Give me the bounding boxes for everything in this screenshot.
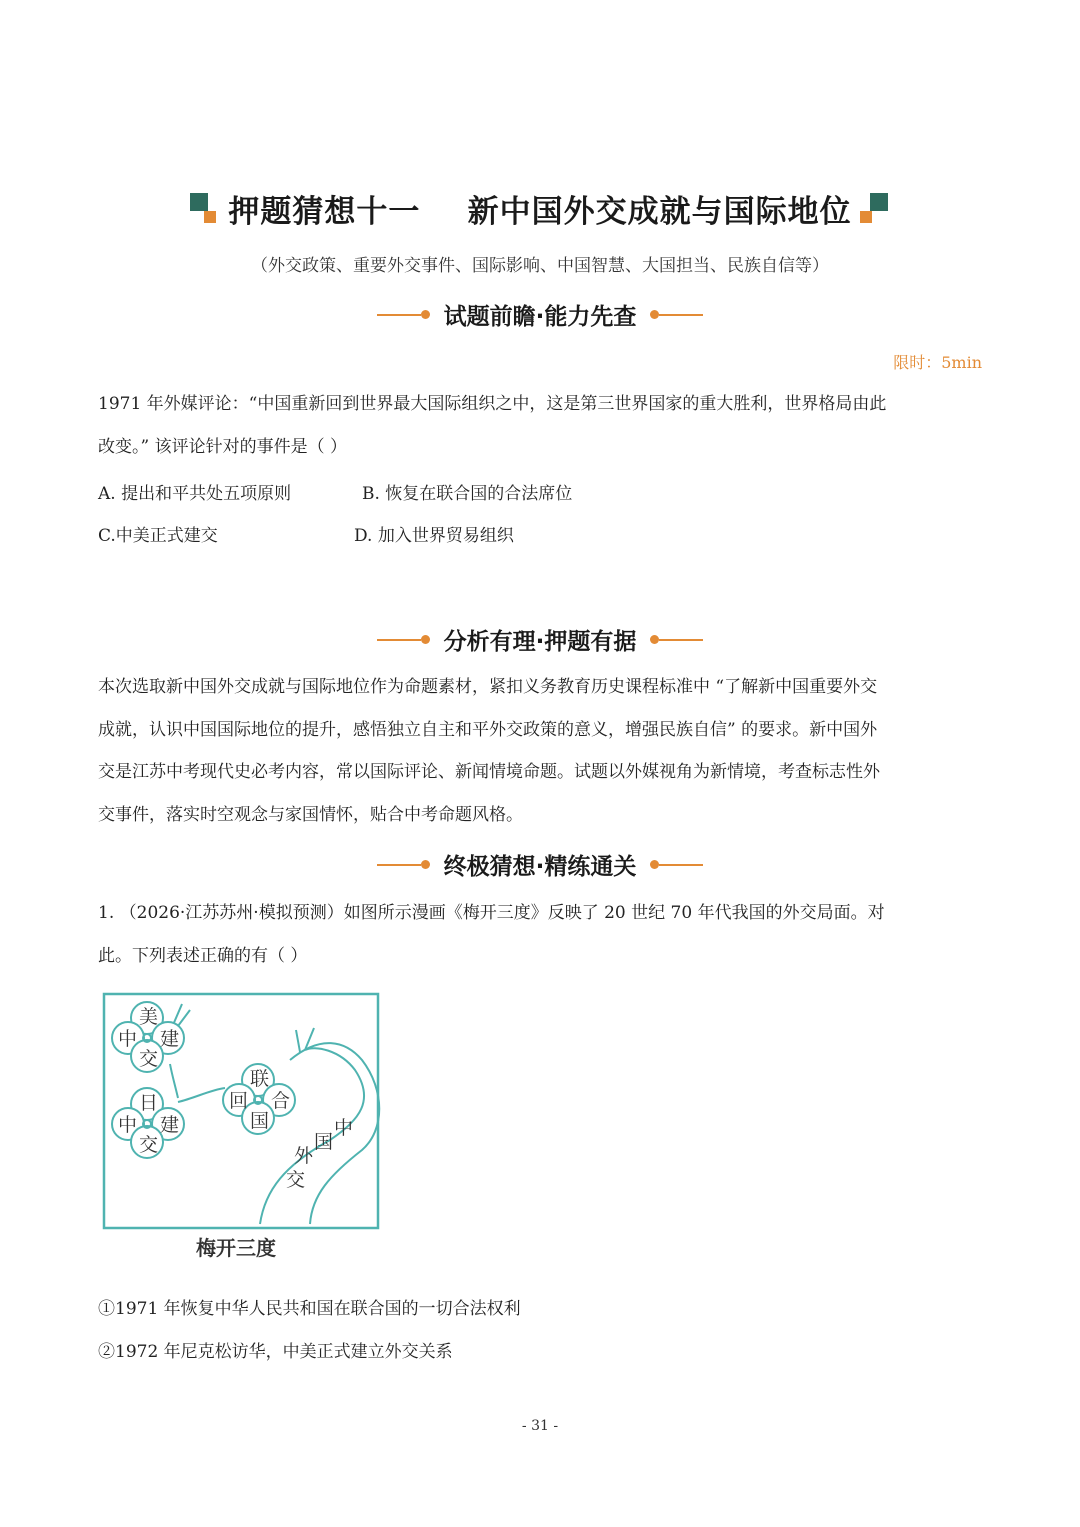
- option-d: D. 加入世界贸易组织: [354, 526, 514, 546]
- title-row: [0, 186, 1080, 231]
- flower-char: 中: [118, 1114, 138, 1136]
- analysis-line: 成就，认识中国国际地位的提升，感悟独立自主和平外交政策的意义，增强民族自信” 的要求。新中国外: [98, 719, 878, 740]
- title-decoration-right: [860, 193, 892, 225]
- flower-char: 建: [160, 1028, 180, 1050]
- branch-line: [170, 1064, 225, 1102]
- flower-char: 回: [229, 1090, 249, 1112]
- analysis-line: 交是江苏中考现代史必考内容，常以国际评论、新闻情境命题。试题以外媒视角为新情境，考查标志性外: [98, 762, 880, 782]
- cartoon-figure: [100, 990, 385, 1260]
- flower-char: 合: [271, 1090, 291, 1112]
- statement-item: ②1972 年尼克松访华，中美正式建立外交关系: [98, 1341, 453, 1362]
- flower-char: 联: [250, 1068, 270, 1090]
- question-1-stem: [98, 892, 984, 977]
- section-heading-practice: [0, 848, 1080, 881]
- option-b: B. 恢复在联合国的合法席位: [362, 484, 573, 504]
- flower-char: 交: [139, 1134, 159, 1156]
- question-0-line-1: 1971 年外媒评论：“中国重新回到世界最大国际组织之中，这是第三世界国家的重大胜利，世界格局由此: [98, 394, 887, 414]
- question-0-line-2: 改变。” 该评论针对的事件是（ ）: [98, 436, 347, 457]
- analysis-line: 交事件，落实时空观念与家国情怀，贴合中考命题风格。: [98, 804, 523, 825]
- question-1-line-2: 此。下列表述正确的有（ ）: [98, 945, 308, 966]
- figure-caption: 梅开三度: [196, 1236, 276, 1260]
- section-heading-analysis: [0, 623, 1080, 656]
- option-a: A. 提出和平共处五项原则: [98, 484, 292, 504]
- page-title: 押题猜想十一 新中国外交成就与国际地位: [228, 194, 852, 230]
- section-heading-label: 分析有理·押题有据: [443, 629, 637, 655]
- question-1-line-1: 1. （2026·江苏苏州·模拟预测）如图所示漫画《梅开三度》反映了 20 世纪 70 年代我国的外交局面。对: [98, 903, 885, 923]
- statement-list: [98, 1288, 984, 1373]
- trunk-char: 中: [334, 1117, 354, 1139]
- trunk-char: 国: [314, 1131, 334, 1153]
- flower-char: 建: [160, 1114, 180, 1136]
- flower-char: 日: [139, 1092, 159, 1114]
- question-0-stem: [98, 383, 984, 468]
- section-heading-label: 终极猜想·精练通关: [443, 854, 637, 880]
- flower-char: 交: [139, 1048, 159, 1070]
- section-heading-preview: [0, 298, 1080, 331]
- page-number: - 31 -: [521, 1418, 559, 1434]
- section-heading-label: 试题前瞻·能力先查: [443, 304, 637, 330]
- flower-char: 美: [139, 1006, 159, 1028]
- flower-char: 中: [118, 1028, 138, 1050]
- flower-char: 国: [250, 1110, 270, 1132]
- analysis-paragraph: [98, 666, 984, 836]
- time-limit: 限时：5min: [893, 353, 982, 372]
- statement-item: ①1971 年恢复中华人民共和国在联合国的一切合法权利: [98, 1299, 521, 1319]
- trunk-char: 交: [286, 1169, 306, 1191]
- title-decoration-left: [188, 193, 220, 225]
- page-subtitle: （外交政策、重要外交事件、国际影响、中国智慧、大国担当、民族自信等）: [251, 256, 829, 276]
- option-c: C.中美正式建交: [98, 526, 218, 546]
- trunk-char: 外: [294, 1145, 314, 1167]
- analysis-line: 本次选取新中国外交成就与国际地位作为命题素材，紧扣义务教育历史课程标准中 “了解新中国重要外交: [98, 677, 878, 697]
